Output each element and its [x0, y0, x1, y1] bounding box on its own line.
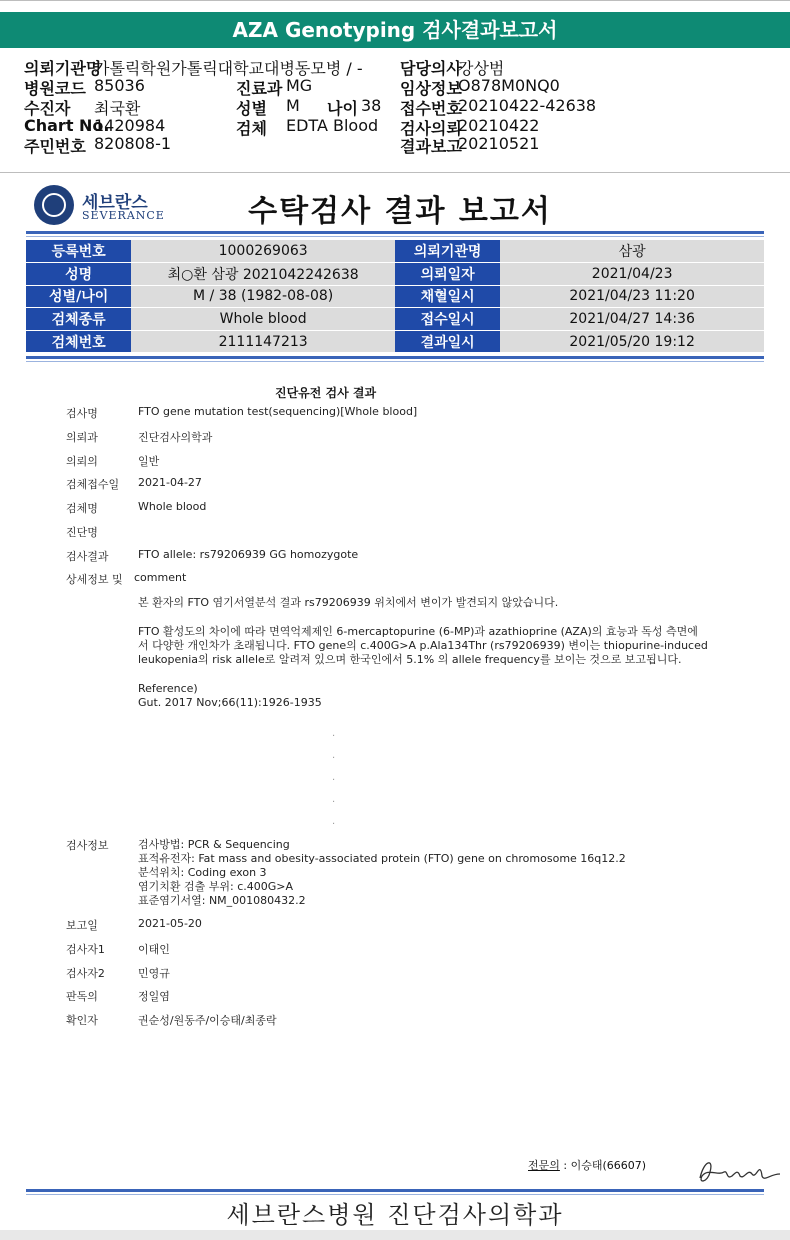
result-paragraph-2-line-3: leukopenia의 risk allele로 알려져 있으며 한국인에서 5.1% 의 allele frequency를 보이는 것으로 보고됩니다. [138, 653, 682, 666]
field-value: 2021-04-27 [138, 476, 202, 489]
header-value: 강상범 [458, 59, 505, 78]
dot-mark: . [332, 728, 336, 739]
info-label: 의뢰기관명 [395, 240, 500, 263]
table-row [26, 285, 764, 308]
dot-mark: . [332, 772, 336, 783]
header-value: 38 [361, 96, 382, 115]
info-label: 채혈일시 [395, 285, 500, 308]
field-value: 정일염 [138, 990, 170, 1003]
info-value: Whole blood [131, 308, 395, 331]
reference-label: Reference) [138, 682, 198, 695]
method-line: 분석위치: Coding exon 3 [138, 866, 267, 879]
dot-mark: . [332, 750, 336, 761]
field-label: 검체접수일 [66, 478, 120, 491]
method-line: 표적유전자: Fat mass and obesity-associated protein (FTO) gene on chromosome 16q12.2 [138, 852, 626, 865]
field-label: 판독의 [66, 990, 98, 1003]
field-label: 검사자2 [66, 967, 105, 980]
result-paragraph-2-line-1: FTO 활성도의 차이에 따라 면역억제제인 6-mercaptopurine (6-MP)과 azathioprine (AZA)의 효능과 독성 측면에 [138, 625, 698, 638]
frame-top-line [0, 0, 790, 1]
header-value: 20210422 [458, 116, 540, 135]
header-label: 검사의뢰 [400, 119, 462, 138]
table-row [26, 330, 764, 353]
info-label: 성별/나이 [26, 285, 131, 308]
header-value: 20210521 [458, 134, 540, 153]
result-paragraph-2-line-2: 서 다양한 개인차가 초래됩니다. FTO gene의 c.400G>A p.Ala134Thr (rs79206939) 변이는 thiopurine-induced [138, 639, 708, 652]
info-value: 2021/05/20 19:12 [500, 330, 764, 353]
header-value: 최국환 [94, 99, 141, 118]
frame-bottom-line [0, 172, 790, 173]
report-header-title: AZA Genotyping 검사결과보고서 [0, 12, 790, 48]
result-section-title: 진단유전 검사 결과 [275, 386, 377, 400]
divider [26, 1189, 764, 1192]
dot-mark: . [332, 816, 336, 827]
logo-name-ko: 세브란스 [82, 193, 148, 213]
header-label: 나이 [327, 99, 358, 118]
info-label: 검체번호 [26, 330, 131, 353]
info-label: 접수일시 [395, 308, 500, 331]
header-label: Chart No. [24, 116, 110, 135]
field-value: 이태인 [138, 943, 170, 956]
divider [26, 236, 764, 237]
result-paragraph-1: 본 환자의 FTO 염기서열분석 결과 rs79206939 위치에서 변이가 발견되지 않았습니다. [138, 596, 559, 609]
field-value: Whole blood [138, 500, 207, 513]
header-label: 성별 [236, 99, 267, 118]
info-label: 성명 [26, 263, 131, 286]
info-value: 2021/04/27 14:36 [500, 308, 764, 331]
header-label: 진료과 [236, 79, 283, 98]
specialist-value: : 이승태(66607) [563, 1159, 647, 1172]
header-label: 담당의사 [400, 59, 462, 78]
field-value: FTO gene mutation test(sequencing)[Whole blood] [138, 405, 418, 418]
dot-mark: . [332, 794, 336, 805]
field-value: FTO allele: rs79206939 GG homozygote [138, 548, 359, 561]
specialist-label: 전문의 [528, 1159, 560, 1172]
table-row [26, 263, 764, 286]
field-label: 의뢰의 [66, 455, 98, 468]
info-value: M / 38 (1982-08-08) [131, 285, 395, 308]
field-label: 검사결과 [66, 550, 109, 563]
info-label: 의뢰일자 [395, 263, 500, 286]
info-value: 2111147213 [131, 330, 395, 353]
detail-label: 상세정보 및 [66, 573, 123, 586]
divider [26, 356, 764, 359]
info-value: 2021/04/23 [500, 263, 764, 286]
field-label: 확인자 [66, 1014, 98, 1027]
signature-icon [690, 1150, 785, 1190]
info-value: 1000269063 [131, 240, 395, 263]
field-label: 검사명 [66, 407, 98, 420]
severance-logo-icon [34, 185, 74, 225]
info-value: 2021/04/23 11:20 [500, 285, 764, 308]
info-value: 최○환 삼광 2021042242638 [131, 263, 395, 286]
header-value: 85036 [94, 76, 145, 95]
header-value: 820808-1 [94, 134, 172, 153]
header-label: 접수번호 [400, 99, 462, 118]
footer-band [0, 1230, 790, 1240]
field-value: 2021-05-20 [138, 917, 202, 930]
field-label: 검체명 [66, 502, 98, 515]
header-label: 임상정보 [400, 79, 462, 98]
header-label: 결과보고 [400, 137, 462, 156]
field-label: 보고일 [66, 919, 98, 932]
info-value: 삼광 [500, 240, 764, 263]
method-line: 염기치환 검출 부위: c.400G>A [138, 880, 294, 893]
detail-sub-label: comment [134, 571, 187, 584]
header-value: 1420984 [94, 116, 166, 135]
footer-department: 세브란스병원 진단검사의학과 [226, 1201, 564, 1229]
divider [26, 361, 764, 362]
method-label: 검사정보 [66, 839, 109, 852]
header-value: O878M0NQ0 [458, 76, 560, 95]
divider [26, 231, 764, 234]
field-label: 의뢰과 [66, 431, 98, 444]
info-label: 등록번호 [26, 240, 131, 263]
header-label: 주민번호 [24, 137, 86, 156]
info-label: 결과일시 [395, 330, 500, 353]
header-label: 의뢰기관명 [24, 59, 102, 78]
table-row [26, 308, 764, 331]
specialist-signoff [528, 1157, 646, 1173]
field-value: 권순성/원동주/이승태/최종락 [138, 1014, 277, 1027]
patient-info-table [26, 240, 764, 353]
field-value: 일반 [138, 455, 160, 468]
header-value: EDTA Blood [286, 116, 379, 135]
header-label: 병원코드 [24, 79, 86, 98]
header-value: 가톨릭학원가톨릭대학교대병동모병 / - [94, 59, 363, 78]
header-value: M [286, 96, 300, 115]
header-label: 수진자 [24, 99, 71, 118]
field-value: 민영규 [138, 967, 170, 980]
table-row [26, 240, 764, 263]
logo-name-en: SEVERANCE [82, 209, 165, 222]
header-value: 20210422-42638 [458, 96, 597, 115]
method-line: 표준염기서열: NM_001080432.2 [138, 894, 306, 907]
reference-citation: Gut. 2017 Nov;66(11):1926-1935 [138, 696, 322, 709]
field-label: 검사자1 [66, 943, 105, 956]
report-title: 수탁검사 결과 보고서 [248, 194, 552, 229]
field-label: 진단명 [66, 526, 98, 539]
method-line: 검사방법: PCR & Sequencing [138, 838, 290, 851]
info-label: 검체종류 [26, 308, 131, 331]
field-value: 진단검사의학과 [138, 431, 213, 444]
header-value: MG [286, 76, 313, 95]
header-label: 검체 [236, 119, 267, 138]
